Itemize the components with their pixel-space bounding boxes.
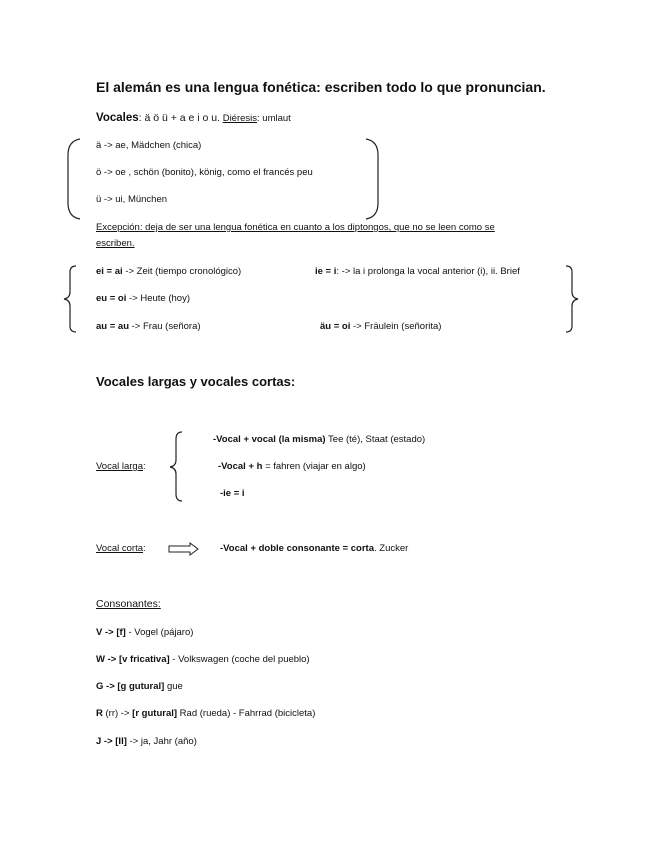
- umlaut-item-u: ü -> ui, München: [96, 194, 168, 205]
- diphthong-eu-bold: eu = oi: [96, 293, 127, 304]
- diphthong-au-example: -> Frau (señora): [129, 321, 201, 332]
- corta-rule-example: . Zucker: [373, 543, 409, 554]
- consonante-j-bold: J -> [II]: [96, 736, 127, 747]
- vocal-larga-text: Vocal larga: [96, 461, 144, 472]
- consonantes-heading: Consonantes:: [96, 598, 161, 610]
- exception-line-2: escriben.: [96, 238, 135, 249]
- umlaut-item-o: ö -> oe , schön (bonito), könig, como el francés peu: [96, 167, 313, 178]
- diphthong-au-bold: au = au: [96, 321, 129, 332]
- vocal-larga-label: [96, 461, 146, 473]
- consonante-r-example: Rad (rueda) - Fahrrad (bicicleta): [177, 708, 316, 719]
- consonante-r: [96, 708, 315, 720]
- vocal-corta-label: [96, 543, 146, 555]
- consonante-g-bold: G -> [g gutural]: [96, 681, 165, 692]
- vocal-corta-colon: :: [143, 543, 146, 554]
- paren-left: [68, 139, 80, 219]
- diphthong-ie: [315, 266, 520, 278]
- diphthong-ei-bold: ei = ai: [96, 266, 123, 277]
- consonante-v-bold: V -> [f]: [96, 627, 126, 638]
- consonante-j-example: -> ja, Jahr (año): [126, 736, 197, 747]
- consonante-w-bold: W -> [v fricativa]: [96, 654, 170, 665]
- vocal-larga-colon: :: [143, 461, 146, 472]
- diphthong-eu-example: -> Heute (hoy): [126, 293, 190, 304]
- larga-rule-1-bold: -Vocal + vocal (la misma): [213, 434, 326, 445]
- vocales-list: : ä ö ü + a e i o u.: [138, 112, 221, 124]
- vocal-corta-text: Vocal corta: [96, 543, 143, 554]
- consonante-g-example: gue: [164, 681, 183, 692]
- consonante-r-mid: (rr) ->: [102, 708, 133, 719]
- consonante-g: [96, 681, 183, 693]
- larga-rule-2: [218, 461, 366, 473]
- diphthong-eu: [96, 293, 190, 305]
- consonante-w-example: - Volkswagen (coche del pueblo): [169, 654, 310, 665]
- dieresis-label: Diéresis: [222, 113, 258, 124]
- diphthong-aeu: [320, 321, 441, 333]
- arrow-icon: [169, 543, 198, 555]
- diphthong-ei: [96, 266, 241, 278]
- diphthong-ei-example: -> Zeit (tiempo cronológico): [122, 266, 242, 277]
- page-title: El alemán es una lengua fonética: escriben todo lo que pronuncian.: [96, 79, 546, 95]
- larga-rule-1: [213, 434, 425, 446]
- larga-rule-2-example: = fahren (viajar en algo): [262, 461, 366, 472]
- consonante-j: [96, 736, 197, 748]
- larga-rule-3: -ie = i: [220, 488, 245, 499]
- diphthong-au: [96, 321, 201, 333]
- paren-right: [366, 139, 378, 219]
- larga-rule-2-bold: -Vocal + h: [218, 461, 263, 472]
- consonante-r-bold-2: [r gutural]: [132, 708, 178, 719]
- brace-vocal-larga: [170, 432, 182, 501]
- larga-rule-1-example: Tee (té), Staat (estado): [325, 434, 426, 445]
- consonante-w: [96, 654, 310, 666]
- diphthong-aeu-bold: äu = oi: [320, 321, 351, 332]
- consonante-r-bold: R: [96, 708, 103, 719]
- corta-rule: [220, 543, 408, 555]
- diphthong-ie-example: : -> la i prolonga la vocal anterior (i), ii. Brief: [336, 266, 520, 277]
- consonante-v-example: - Vogel (pájaro): [125, 627, 194, 638]
- umlaut-item-a: ä -> ae, Mädchen (chica): [96, 140, 202, 151]
- section-heading-largas-cortas: Vocales largas y vocales cortas:: [96, 374, 296, 389]
- exception-line-1: Excepción: deja de ser una lengua fonética en cuanto a los diptongos, que no se leen como se: [96, 222, 495, 233]
- corta-rule-bold: -Vocal + doble consonante = corta: [220, 543, 374, 554]
- diphthong-ie-bold: ie = i: [315, 266, 337, 277]
- dieresis-value: : umlaut: [257, 113, 291, 124]
- vocales-label: Vocales: [96, 112, 139, 124]
- brace-right-diphthongs: [566, 266, 578, 332]
- diphthong-aeu-example: -> Fräulein (señorita): [350, 321, 442, 332]
- consonante-v: [96, 627, 193, 639]
- brace-left-diphthongs: [64, 266, 76, 332]
